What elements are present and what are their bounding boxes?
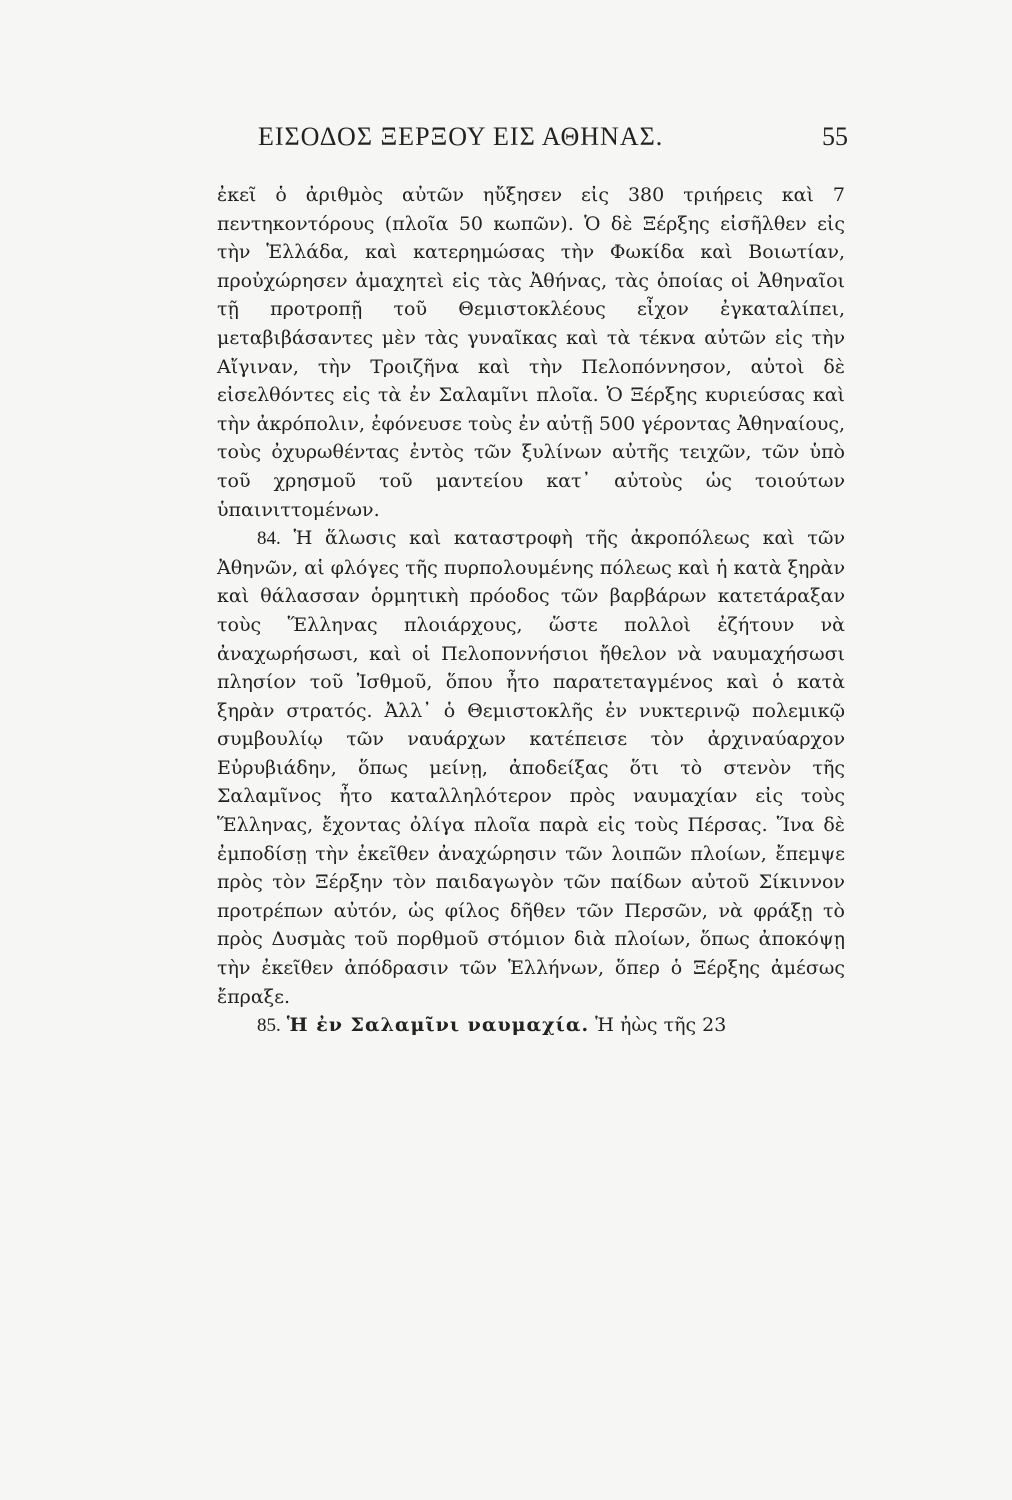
- paragraph-text: Ἡ ἅλωσις καὶ καταστροφὴ τῆς ἀκροπόλεως καὶ τῶν Ἀθηνῶν, αἱ φλόγες τῆς πυρπολουμένης πόλεως καὶ ἡ κατὰ ξηρὰν καὶ θάλασσαν ὁρμητικὴ πρόοδος τῶν βαρβάρων κατετάραξαν τοὺς Ἕλληνας πλοιάρχους, ὥστε πολλοὶ ἐζήτουν νὰ ἀναχωρήσωσι, καὶ οἱ Πελοποννήσιοι ἤθελον νὰ ναυμαχήσωσι πλησίον τοῦ Ἰσθμοῦ, ὅπου ἦτο παρατεταγμένος καὶ ὁ κατὰ ξηρὰν στρατός. Ἀλλ᾽ ὁ Θεμιστοκλῆς ἐν νυκτερινῷ πολεμικῷ συμβουλίῳ τῶν ναυάρχων κατέπεισε τὸν ἀρχιναύαρχον Εὐρυβιάδην, ὅπως μείνῃ, ἀποδείξας ὅτι τὸ στενὸν τῆς Σαλαμῖνος ἦτο καταλληλότερον πρὸς ναυμαχίαν εἰς τοὺς Ἕλληνας, ἔχοντας ὀλίγα πλοῖα παρὰ εἰς τοὺς Πέρσας. Ἵνα δὲ ἐμποδίσῃ τὴν ἐκεῖθεν ἀναχώρησιν τῶν λοιπῶν πλοίων, ἔπεμψε πρὸς τὸν Ξέρξην τὸν παιδαγωγὸν τῶν παίδων αὐτοῦ Σίκιννον προτρέπων αὐτόν, ὡς φίλος δῆθεν τῶν Περσῶν, νὰ φράξῃ τὸ πρὸς Δυσμὰς τοῦ πορθμοῦ στόμιον διὰ πλοίων, ὅπως ἀποκόψῃ τὴν ἐκεῖθεν ἀπόδρασιν τῶν Ἑλλήνων, ὅπερ ὁ Ξέρξης ἀμέσως ἔπραξε.: [217, 527, 845, 1008]
- paragraph-text: Ἡ ἠὼς τῆς 23: [595, 1014, 727, 1037]
- paragraph-text: ἐκεῖ ὁ ἀριθμὸς αὐτῶν ηὔξησεν εἰς 380 τριήρεις καὶ 7 πεντηκοντόρους (πλοῖα 50 κωπῶν). Ὁ δὲ Ξέρξης εἰσῆλθεν εἰς τὴν Ἑλλάδα, καὶ κατερημώσας τὴν Φωκίδα καὶ Βοιωτίαν, προὐχώρησεν ἀμαχητεὶ εἰς τὰς Ἀθήνας, τὰς ὁποίας οἱ Ἀθηναῖοι τῇ προτροπῇ τοῦ Θεμιστοκλέους εἶχον ἐγκαταλίπει, μεταβιβάσαντες μὲν τὰς γυναῖκας καὶ τὰ τέκνα αὐτῶν εἰς τὴν Αἴγιναν, τὴν Τροιζῆνα καὶ τὴν Πελοπόννησον, αὐτοὶ δὲ εἰσελθόντες εἰς τὰ ἐν Σαλαμῖνι πλοῖα. Ὁ Ξέρξης κυριεύσας καὶ τὴν ἀκρόπολιν, ἐφόνευσε τοὺς ἐν αὐτῇ 500 γέροντας Ἀθηναίους, τοὺς ὀχυρωθέντας ἐντὸς τῶν ξυλίνων αὐτῆς τειχῶν, τῶν ὑπὸ τοῦ χρησμοῦ τοῦ μαντείου κατ᾽ αὐτοὺς ὡς τοιούτων ὑπαινιττομένων.: [217, 184, 845, 521]
- paragraph-number: 84.: [257, 528, 281, 550]
- paragraph-84: [217, 524, 845, 1011]
- paragraph-number: 85.: [257, 1015, 281, 1037]
- paragraph-heading: Ἡ ἐν Σαλαμῖνι ναυμαχία.: [286, 1014, 590, 1037]
- paragraph-85: [217, 1011, 845, 1041]
- page-number: 55: [822, 122, 848, 151]
- paragraph-83-continued: [217, 181, 845, 524]
- page-header: [258, 122, 848, 162]
- body-text: [217, 181, 845, 1041]
- running-title: ΕΙΣΟΔΟΣ ΞΕΡΞΟΥ ΕΙΣ ΑΘΗΝΑΣ.: [258, 122, 664, 151]
